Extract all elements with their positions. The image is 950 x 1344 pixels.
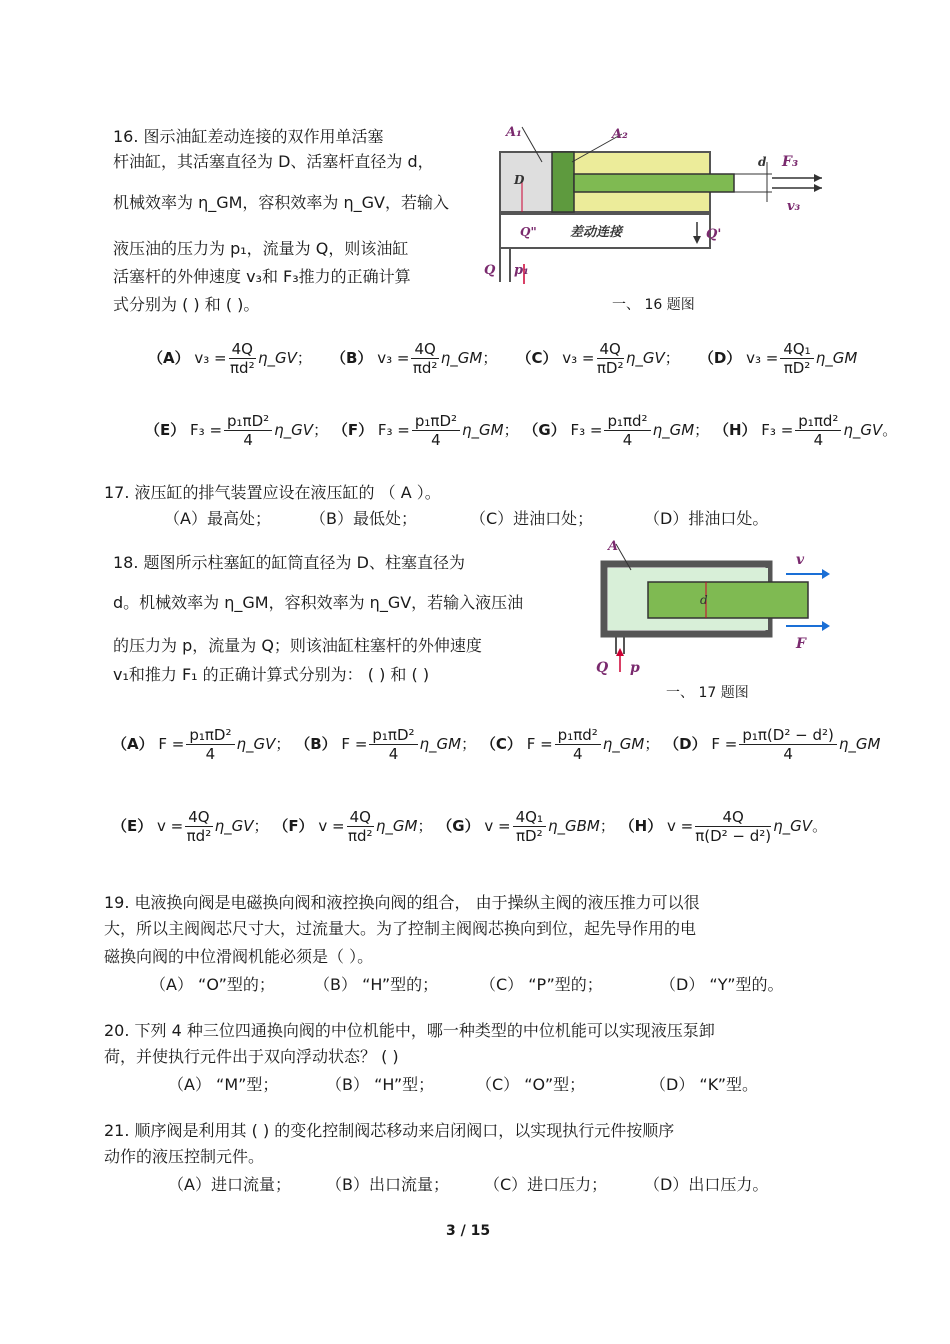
- q16-option-b[interactable]: （B） v₃ = $\frac{4Q}{\text{πd²}}$ η_GM；: [330, 340, 498, 377]
- q21-option-a[interactable]: （A）进口流量；: [168, 1175, 291, 1194]
- q18-option-b[interactable]: （B） F = $\frac{\text{p₁πD²}}{4}$ η_GM；: [295, 726, 477, 763]
- q19-option-a[interactable]: （A） “O”型的；: [150, 975, 275, 994]
- q21-line-1: 21. 顺序阀是利用其 ( ) 的变化控制阀芯移动来启闭阀口，以实现执行元件按顺序: [104, 1121, 675, 1140]
- q21-line-2: 动作的液压控制元件。: [104, 1147, 265, 1166]
- q17-option-d[interactable]: （D）排油口处。: [644, 509, 769, 528]
- q16-option-c[interactable]: （C） v₃ = $\frac{4Q}{\text{πD²}}$ η_GV；: [516, 340, 680, 377]
- q18-line-1: 18. 题图所示柱塞缸的缸筒直径为 D、柱塞直径为: [113, 553, 465, 572]
- q16-line-6: 式分别为 ( ) 和 ( )。: [113, 295, 260, 314]
- q16-line-1: 16. 图示油缸差动连接的双作用单活塞: [113, 127, 384, 146]
- q16-figure: [482, 122, 832, 287]
- label-p1: p₁: [514, 263, 529, 278]
- label-p: p: [630, 660, 640, 676]
- q18-options-row-2: [112, 808, 827, 845]
- label-q-prime: Q': [706, 227, 722, 242]
- q18-line-3: 的压力为 p，流量为 Q；则该油缸柱塞杆的外伸速度: [113, 636, 482, 655]
- q16-options-row-1: [148, 340, 857, 377]
- q18-option-a[interactable]: （A） F = $\frac{\text{p₁πD²}}{4}$ η_GV；: [112, 726, 291, 763]
- q18-option-e[interactable]: （E） v = $\frac{4Q}{\text{πd²}}$ η_GV；: [112, 808, 269, 845]
- q20-line-1: 20. 下列 4 种三位四通换向阀的中位机能中，哪一种类型的中位机能可以实现液压泵卸: [104, 1021, 715, 1040]
- label-q: Q: [596, 660, 609, 676]
- q21-option-c[interactable]: （C）进口压力；: [484, 1175, 608, 1194]
- q20-line-2: 荷，并使执行元件出于双向浮动状态？ ( ): [104, 1047, 399, 1066]
- label-differential-link: 差动连接: [570, 225, 623, 240]
- label-plunger-d: d: [700, 593, 708, 607]
- q17-line: 17. 液压缸的排气装置应设在液压缸的 （ A ）。: [104, 483, 441, 502]
- q16-line-4: 液压油的压力为 p₁，流量为 Q，则该油缸: [113, 239, 409, 258]
- label-a: A: [608, 539, 619, 554]
- q20-option-d[interactable]: （D） “K”型。: [650, 1075, 758, 1094]
- q19-line-3: 磁换向阀的中位滑阀机能必须是（ ）。: [104, 947, 374, 966]
- label-q-double-prime: Q": [520, 225, 537, 239]
- q17-option-c[interactable]: （C）进油口处；: [470, 509, 594, 528]
- q18-option-f[interactable]: （F） v = $\frac{4Q}{\text{πd²}}$ η_GM；: [273, 808, 433, 845]
- label-f3: F₃: [782, 154, 799, 170]
- q16-option-f[interactable]: （F） F₃ = $\frac{\text{p₁πD²}}{4}$ η_GM；: [332, 412, 519, 449]
- q16-line-3: 机械效率为 η_GM，容积效率为 η_GV，若输入: [113, 193, 450, 212]
- q17-option-a[interactable]: （A）最高处；: [164, 509, 271, 528]
- q19-line-1: 19. 电液换向阀是电磁换向阀和液控换向阀的组合， 由于操纵主阀的液压推力可以很: [104, 893, 700, 912]
- page-number: 3 / 15: [446, 1223, 491, 1239]
- q18-line-4: v₁和推力 F₁ 的正确计算式分别为： ( ) 和 ( ): [113, 665, 430, 684]
- q16-option-d[interactable]: （D） v₃ = $\frac{\text{4Q₁}}{\text{πD²}}$ η_GM: [698, 340, 858, 377]
- q20-option-c[interactable]: （C） “O”型；: [476, 1075, 586, 1094]
- q16-option-a[interactable]: （A） v₃ = $\frac{4Q}{\text{πd²}}$ η_GV；: [148, 340, 312, 377]
- q16-figure-caption: 一、 16 题图: [612, 297, 695, 313]
- q16-options-row-2: [145, 412, 897, 449]
- q18-option-h[interactable]: （H） v = $\frac{4Q}{\text{π(D² − d²)}}$ η_GV。: [619, 808, 828, 845]
- q16-option-e[interactable]: （E） F₃ = $\frac{\text{p₁πD²}}{4}$ η_GV；: [145, 412, 329, 449]
- q21-option-d[interactable]: （D）出口压力。: [644, 1175, 769, 1194]
- label-v3: v₃: [787, 199, 801, 214]
- q19-option-d[interactable]: （D） “Y”型的。: [660, 975, 784, 994]
- q19-option-c[interactable]: （C） “P”型的；: [480, 975, 603, 994]
- q16-line-5: 活塞杆的外伸速度 v₃和 F₃推力的正确计算: [113, 267, 411, 286]
- q16-option-g[interactable]: （G） F₃ = $\frac{\text{p₁πd²}}{4}$ η_GM；: [523, 412, 710, 449]
- label-diameter-d-small: d: [758, 155, 767, 169]
- q20-option-a[interactable]: （A） “M”型；: [168, 1075, 279, 1094]
- label-a1: A₁: [506, 125, 522, 140]
- q18-option-d[interactable]: （D） F = $\frac{\text{p₁π(D² − d²)}}{4}$ η_GM: [664, 726, 881, 763]
- q19-line-2: 大，所以主阀阀芯尺寸大，过流量大。为了控制主阀阀芯换向到位，起先导作用的电: [104, 919, 697, 938]
- label-v: v: [796, 552, 805, 568]
- q20-option-b[interactable]: （B） “H”型；: [326, 1075, 435, 1094]
- label-diameter-d-big: D: [514, 173, 525, 187]
- q18-option-c[interactable]: （C） F = $\frac{\text{p₁πd²}}{4}$ η_GM；: [480, 726, 660, 763]
- q16-line-2: 杆油缸，其活塞直径为 D、活塞杆直径为 d，: [113, 152, 434, 171]
- q18-figure: [586, 534, 836, 684]
- label-q: Q: [484, 263, 496, 278]
- q21-option-b[interactable]: （B）出口流量；: [326, 1175, 449, 1194]
- q17-option-b[interactable]: （B）最低处；: [310, 509, 417, 528]
- q18-options-row-1: [112, 726, 880, 763]
- q18-option-g[interactable]: （G） v = $\frac{\text{4Q₁}}{\text{πD²}}$ η_GBM；: [437, 808, 615, 845]
- q18-line-2: d。机械效率为 η_GM，容积效率为 η_GV，若输入液压油: [113, 593, 524, 612]
- q18-figure-caption: 一、 17 题图: [666, 685, 749, 701]
- label-f: F: [796, 636, 806, 652]
- label-a2: A₂: [612, 127, 628, 142]
- q19-option-b[interactable]: （B） “H”型的；: [314, 975, 439, 994]
- q16-option-h[interactable]: （H） F₃ = $\frac{\text{p₁πd²}}{4}$ η_GV。: [713, 412, 898, 449]
